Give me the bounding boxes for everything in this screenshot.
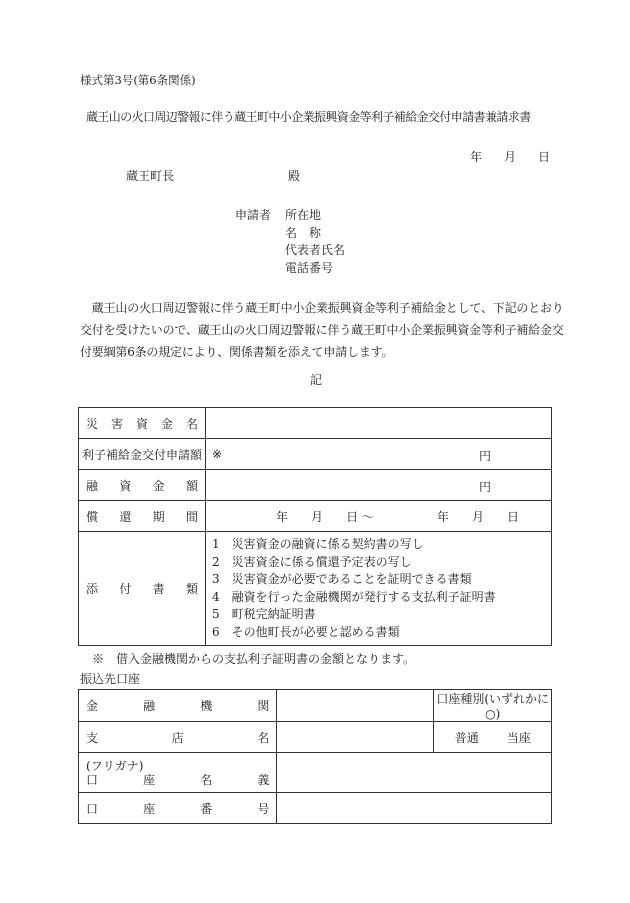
loan-amount-field[interactable] [206, 470, 552, 501]
account-holder-label: ( フ リ ガ ナ ) 口 座 名 義 [79, 753, 277, 793]
repayment-period-field[interactable]: 年 月 日 〜 年 月 日 [206, 501, 552, 532]
body-line: 付要綱第6条の規定により、関係書類を添えて申請します。 [80, 345, 394, 359]
table-row [79, 793, 552, 824]
attachment-item: 4 融資を行った金融機関が発行する支払利子証明書 [212, 589, 496, 604]
transfer-account-title: 振込先口座 [80, 672, 141, 686]
applicant-label: 申請者 [235, 208, 272, 222]
body-line: 交付を受けたいので、蔵王山の火口周辺警報に伴う蔵王町中小企業振興資金等利子補給金交 [80, 323, 564, 337]
applicant-name-label: 名 称 [285, 225, 322, 240]
date-month: 月 [503, 150, 516, 164]
account-number-field[interactable] [277, 793, 552, 824]
attachment-item: 3 災害資金が必要であることを証明できる書類 [212, 572, 472, 586]
application-body [80, 297, 564, 363]
account-type-options[interactable] [434, 722, 552, 753]
branch-label: 支 店 名 [79, 722, 277, 753]
table-row [79, 408, 552, 439]
form-number: 様式第3号(第6条関係) [80, 73, 196, 87]
account-type-checking[interactable]: 当座 [506, 730, 531, 745]
applicant-phone-label: 電話番号 [285, 260, 334, 275]
account-type-label: 口座種別(いずれかに○) [434, 690, 552, 722]
date-line [470, 151, 550, 163]
table-row [79, 439, 552, 470]
attachment-item: 6 その他町長が必要と認める書類 [212, 624, 400, 639]
attachment-item: 5 町税完納証明書 [212, 607, 316, 621]
addressee-name: 蔵王町長 [126, 169, 175, 183]
application-table [78, 407, 552, 646]
subsidy-amount-field[interactable] [206, 439, 552, 470]
table-row [79, 753, 552, 793]
applicant-fields [285, 209, 345, 279]
addressee-honorific: 殿 [288, 169, 301, 183]
bank-field[interactable] [277, 690, 434, 722]
disaster-fund-label: 災 害 資 金 名 [79, 408, 206, 439]
date-day: 日 [537, 150, 550, 164]
subsidy-amount-label: 利子補給金交付申請額 [79, 439, 206, 470]
table-row [79, 690, 552, 722]
attachment-item: 2 災害資金に係る償還予定表の写し [212, 554, 412, 569]
account-type-regular[interactable]: 普通 [454, 730, 479, 745]
attachments-list [206, 532, 552, 646]
loan-amount-label: 融 資 金 額 [79, 470, 206, 501]
body-line: 蔵王山の火口周辺警報に伴う蔵王町中小企業振興資金等利子補給金として、下記のとおり [80, 301, 564, 315]
date-year: 年 [470, 150, 483, 164]
subsidy-note-mark: ※ [212, 447, 223, 461]
yen-unit: 円 [479, 480, 492, 494]
account-holder-field[interactable] [277, 753, 552, 793]
disaster-fund-field[interactable] [206, 408, 552, 439]
branch-field[interactable] [277, 722, 434, 753]
account-number-label: 口 座 番 号 [79, 793, 277, 824]
table-row [79, 501, 552, 532]
footnote: ※ 借入金融機関からの支払利子証明書の金額となります。 [92, 652, 416, 666]
ki-heading: 記 [310, 373, 323, 387]
applicant-address-label: 所在地 [285, 208, 322, 222]
yen-unit: 円 [479, 449, 492, 463]
table-row [79, 470, 552, 501]
repayment-period-label: 償 還 期 間 [79, 501, 206, 532]
table-row [79, 532, 552, 646]
table-row [79, 722, 552, 753]
document-title: 蔵王山の火口周辺警報に伴う蔵王町中小企業振興資金等利子補給金交付申請書兼請求書 [86, 110, 531, 124]
attachments-label: 添 付 書 類 [79, 532, 206, 646]
bank-label: 金 融 機 関 [79, 690, 277, 722]
attachment-item: 1 災害資金の融資に係る契約書の写し [212, 537, 424, 551]
bank-account-table [78, 689, 552, 824]
applicant-representative-label: 代表者氏名 [285, 243, 346, 257]
